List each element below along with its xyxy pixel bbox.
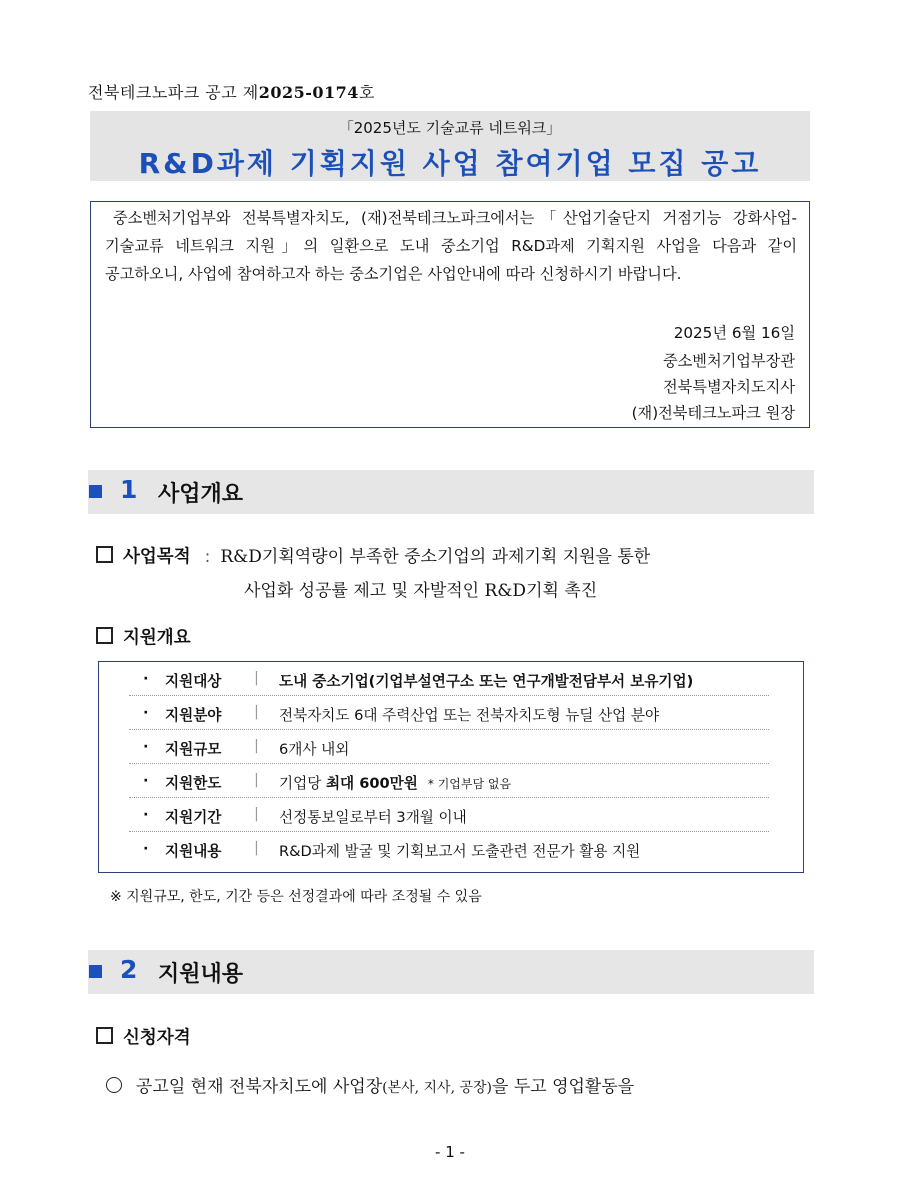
page-number: - 1 -: [435, 1143, 465, 1161]
section-marker-icon: [89, 965, 102, 978]
bullet: ·: [143, 806, 149, 823]
support-note: ※ 지원규모, 한도, 기간 등은 선정결과에 따라 조정될 수 있음: [110, 889, 482, 905]
section-2-number: 2: [120, 955, 138, 984]
bullet: ·: [143, 738, 149, 755]
table-row: [129, 696, 769, 730]
row-label: 지원규모: [165, 741, 222, 758]
intro-box: [90, 201, 810, 428]
checkbox-icon: [96, 1027, 113, 1044]
value-note: * 기업부담 없음: [427, 777, 512, 791]
purpose-label: 사업목적: [123, 547, 191, 567]
row-label: 지원분야: [165, 707, 222, 724]
row-label: 지원내용: [165, 843, 222, 860]
notice-suffix: 호: [358, 83, 375, 102]
table-row: [129, 798, 769, 832]
qualification-prefix: 공고일 현재 전북자치도에 사업장: [136, 1077, 383, 1097]
checkbox-icon: [96, 627, 113, 644]
separator: |: [254, 669, 259, 686]
purpose-text-2: 사업화 성공률 제고 및 자발적인 R&D기획 촉진: [244, 581, 598, 601]
table-row: [129, 764, 769, 798]
bullet: ·: [143, 772, 149, 789]
section-1-number: 1: [120, 475, 138, 504]
separator: |: [254, 839, 259, 856]
purpose-colon: :: [204, 547, 211, 567]
checkbox-icon: [96, 546, 113, 563]
subtitle: 「2025년도 기술교류 네트워크」: [338, 119, 562, 137]
purpose-text-1: R&D기획역량이 부족한 중소기업의 과제기획 지원을 통한: [220, 547, 651, 567]
support-overview-table: [98, 661, 804, 873]
row-value: 도내 중소기업(기업부설연구소 또는 연구개발전담부서 보유기업): [279, 673, 694, 690]
section-2-title: 지원내용: [158, 962, 244, 987]
separator: |: [254, 771, 259, 788]
section-1-title: 사업개요: [158, 482, 244, 507]
bullet: ·: [143, 670, 149, 687]
row-value: 전북자치도 6대 주력산업 또는 전북자치도형 뉴딜 산업 분야: [279, 707, 660, 724]
intro-text: 중소벤처기업부와 전북특별자치도, (재)전북테크노파크에서는「산업기술단지 거점기능 강화사업-기술교류 네트워크 지원」의 일환으로 도내 중소기업 R&D과제 기획지원 사업을 다음과 같이 공고하오니, 사업에 참여하고자 하는 중소기업은 사업안내에 따라 신청하시기 바랍니다.: [105, 209, 797, 283]
section-marker-icon: [89, 485, 102, 498]
value-bold: 최대 600만원: [325, 775, 418, 792]
row-label: 지원기간: [165, 809, 222, 826]
separator: |: [254, 805, 259, 822]
row-label: 지원대상: [165, 673, 222, 690]
support-overview-label: 지원개요: [123, 628, 191, 648]
support-overview-heading: [96, 624, 191, 649]
signatory-governor: 전북특별자치도지사: [662, 378, 795, 396]
qualification-suffix: 을 두고 영업활동을: [492, 1077, 635, 1097]
signatory-technopark: (재)전북테크노파크 원장: [631, 404, 795, 422]
separator: |: [254, 737, 259, 754]
announcement-date: 2025년 6월 16일: [673, 324, 795, 342]
bullet: ·: [143, 840, 149, 857]
table-row: [129, 730, 769, 764]
qualification-heading: [96, 1024, 191, 1049]
purpose-line: [96, 542, 650, 568]
circle-bullet-icon: [106, 1077, 122, 1093]
notice-prefix: 전북테크노파크 공고 제: [88, 83, 259, 102]
row-value: 6개사 내외: [279, 741, 350, 758]
signatory-ministry: 중소벤처기업부장관: [662, 352, 795, 370]
notice-number-value: 2025-0174: [258, 83, 359, 102]
qualification-line: [106, 1072, 634, 1097]
qualification-inner: (본사, 지사, 공장): [382, 1080, 492, 1096]
section-1-header: [88, 470, 814, 514]
row-label: 지원한도: [165, 775, 222, 792]
section-2-header: [88, 950, 814, 994]
table-row: [129, 662, 769, 696]
table-row: [129, 832, 769, 866]
row-value: [279, 772, 511, 793]
separator: |: [254, 703, 259, 720]
qualification-label: 신청자격: [123, 1028, 191, 1048]
bullet: ·: [143, 704, 149, 721]
title-block: [90, 111, 810, 181]
row-value: R&D과제 발굴 및 기획보고서 도출관련 전문가 활용 지원: [279, 843, 641, 860]
notice-number: [88, 80, 375, 103]
value-prefix: 기업당: [279, 775, 326, 792]
row-value: 선정통보일로부터 3개월 이내: [279, 809, 467, 826]
page-title: R&D과제 기획지원 사업 참여기업 모집 공고: [138, 147, 762, 180]
